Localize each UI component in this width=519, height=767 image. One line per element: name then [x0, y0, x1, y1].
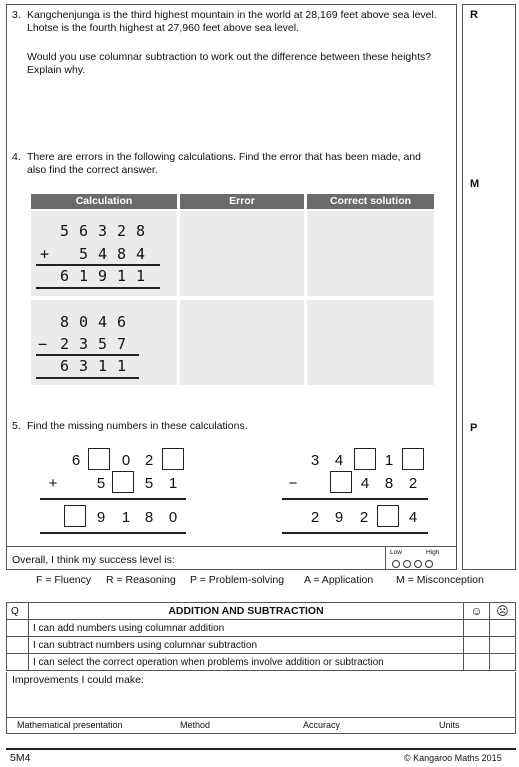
table-title: ADDITION AND SUBTRACTION	[29, 603, 464, 620]
success-divider	[385, 546, 386, 570]
rating-circle-3[interactable]	[414, 560, 422, 568]
calc1-result: 6 1 9 1 1	[59, 267, 146, 285]
missing-digit-box[interactable]	[377, 505, 399, 527]
footer-copyright: © Kangaroo Maths 2015	[404, 753, 502, 763]
missing-digit-box[interactable]	[88, 448, 110, 470]
legend-reasoning: R = Reasoning	[106, 574, 176, 586]
side-label-r: R	[470, 9, 478, 21]
sad-checkbox[interactable]	[490, 637, 516, 654]
rating-circle-2[interactable]	[403, 560, 411, 568]
calc1-rule-top	[36, 264, 160, 266]
criteria-units: Units	[439, 720, 460, 730]
improvements-label: Improvements I could make:	[12, 674, 144, 686]
legend-problem-solving: P = Problem-solving	[190, 574, 285, 586]
legend-fluency: F = Fluency	[36, 574, 92, 586]
side-label-p: P	[470, 422, 478, 434]
q5-right-rule-top	[282, 498, 428, 500]
sad-checkbox[interactable]	[490, 620, 516, 637]
q5-left-rule-top	[40, 498, 186, 500]
missing-digit-box[interactable]	[402, 448, 424, 470]
q5-left-rule-bottom	[40, 532, 186, 534]
header-error: Error	[180, 194, 304, 209]
marking-column	[462, 4, 516, 570]
calc2-rule-bottom	[36, 377, 139, 379]
success-text: Overall, I think my success level is:	[12, 554, 175, 566]
q4-number: 4.	[12, 151, 21, 163]
table-row	[7, 654, 516, 671]
header-correct-solution: Correct solution	[307, 194, 434, 209]
criterion-text: I can subtract numbers using columnar subtraction	[29, 637, 464, 654]
calc1-second: 5 4 8 4	[78, 245, 146, 263]
success-rating[interactable]	[392, 559, 436, 571]
calc1-top: 5 6 3 2 8	[59, 222, 146, 240]
criterion-text: I can add numbers using columnar addition	[29, 620, 464, 637]
side-label-m: M	[470, 178, 480, 190]
q-header: Q	[7, 603, 29, 620]
high-label: High	[426, 549, 440, 556]
missing-digit-box[interactable]	[64, 505, 86, 527]
table-row	[7, 637, 516, 654]
q3-line3: Would you use columnar subtraction to work out the difference between these heights?	[27, 51, 432, 63]
q3-number: 3.	[12, 9, 21, 21]
q4-line1: There are errors in the following calculations. Find the error that has been made, and	[27, 151, 421, 163]
calc2-result: 6 3 1 1	[59, 357, 127, 375]
calc2-top: 8 0 4 6	[59, 313, 127, 331]
q4-line2: also find the correct answer.	[27, 164, 158, 176]
happy-checkbox[interactable]	[464, 620, 490, 637]
q5-number: 5.	[12, 420, 21, 432]
criteria-row	[6, 718, 516, 734]
calc2-second: 2 3 5 7	[59, 335, 127, 353]
footer-code: 5M4	[10, 752, 31, 764]
missing-digit-box[interactable]	[330, 471, 352, 493]
calc2-operator: −	[38, 335, 48, 353]
sad-checkbox[interactable]	[490, 654, 516, 671]
solution2-cell[interactable]	[307, 300, 434, 385]
solution1-cell[interactable]	[307, 211, 434, 296]
calc2-rule-top	[36, 354, 139, 356]
legend-application: A = Application	[304, 574, 374, 586]
criteria-accuracy: Accuracy	[303, 720, 341, 730]
q5-text: Find the missing numbers in these calculations.	[27, 420, 248, 432]
self-assessment-table	[6, 602, 516, 671]
footer-rule	[6, 748, 516, 750]
criteria-method: Method	[180, 720, 211, 730]
rating-circle-1[interactable]	[392, 560, 400, 568]
rating-circle-4[interactable]	[425, 560, 433, 568]
legend-misconception: M = Misconception	[396, 574, 484, 586]
happy-face-icon: ☺	[464, 603, 490, 620]
happy-checkbox[interactable]	[464, 654, 490, 671]
low-label: Low	[390, 549, 402, 556]
q3-line1: Kangchenjunga is the third highest mountain in the world at 28,169 feet above sea level.	[27, 9, 437, 21]
calc1-rule-bottom	[36, 287, 160, 289]
calc1-operator: +	[40, 245, 50, 263]
error1-cell[interactable]	[180, 211, 304, 296]
q3-line4: Explain why.	[27, 64, 86, 76]
table-row	[7, 620, 516, 637]
missing-digit-box[interactable]	[112, 471, 134, 493]
missing-digit-box[interactable]	[162, 448, 184, 470]
q3-line2: Lhotse is the fourth highest at 27,960 feet above sea level.	[27, 22, 300, 34]
criteria-presentation: Mathematical presentation	[17, 720, 123, 730]
improvements-box[interactable]	[6, 672, 516, 718]
missing-digit-box[interactable]	[354, 448, 376, 470]
criterion-text: I can select the correct operation when problems involve addition or subtraction	[29, 654, 464, 671]
q5-right-rule-bottom	[282, 532, 428, 534]
header-calculation: Calculation	[31, 194, 177, 209]
sad-face-icon: ☹	[490, 603, 516, 620]
happy-checkbox[interactable]	[464, 637, 490, 654]
error2-cell[interactable]	[180, 300, 304, 385]
